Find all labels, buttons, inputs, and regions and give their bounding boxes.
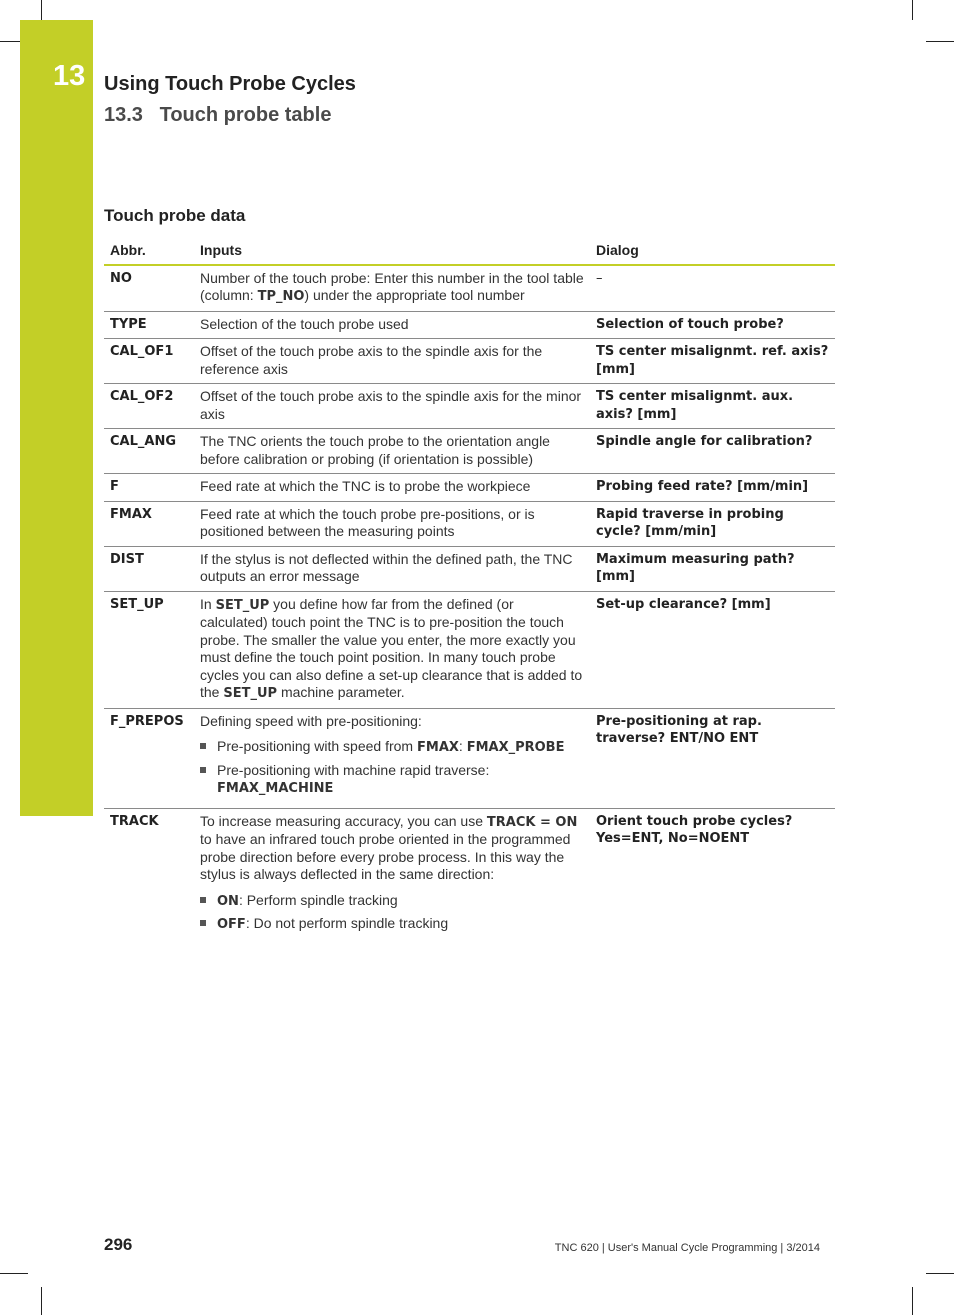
crop-mark xyxy=(912,1287,913,1315)
inputs-text: : Perform spindle tracking xyxy=(238,891,398,908)
column-header-abbr: Abbr. xyxy=(104,238,194,265)
inputs-text: ) under the appropriate tool number xyxy=(304,287,525,303)
inputs-cell xyxy=(194,265,590,312)
list-item xyxy=(200,762,584,798)
inputs-text: To increase measuring accuracy, you can use xyxy=(200,812,487,829)
abbr-cell: F xyxy=(104,474,194,502)
inputs-cell xyxy=(194,708,590,808)
inputs-text: In xyxy=(200,595,216,612)
keyword: TP_NO xyxy=(257,289,305,304)
inputs-cell: Feed rate at which the touch probe pre-positions, or is positioned between the measuring points xyxy=(194,501,590,546)
keyword: FMAX_MACHINE xyxy=(217,781,334,796)
inputs-cell: If the stylus is not deflected within the defined path, the TNC outputs an error message xyxy=(194,546,590,591)
abbr-cell: DIST xyxy=(104,546,194,591)
bullet-list xyxy=(200,738,584,798)
table-row xyxy=(104,429,835,474)
dialog-cell: Rapid traverse in probing cycle? [mm/min] xyxy=(590,501,835,546)
list-item xyxy=(200,915,584,934)
footer-text: TNC 620 | User's Manual Cycle Programming | 3/2014 xyxy=(554,1242,820,1254)
table-row xyxy=(104,546,835,591)
abbr-cell: NO xyxy=(104,265,194,312)
abbr-cell: CAL_ANG xyxy=(104,429,194,474)
inputs-text: Pre-positioning with speed from xyxy=(217,738,417,754)
dialog-cell: TS center misalignmt. ref. axis? [mm] xyxy=(590,339,835,384)
keyword: OFF xyxy=(217,917,246,932)
subheading: Touch probe data xyxy=(104,206,246,225)
table-row xyxy=(104,339,835,384)
crop-mark xyxy=(41,0,42,20)
chapter-tab xyxy=(20,20,93,816)
keyword: FMAX_PROBE xyxy=(466,740,565,755)
abbr-cell: TYPE xyxy=(104,311,194,339)
dialog-cell: – xyxy=(590,265,835,312)
list-item xyxy=(200,892,584,911)
bullet-square-icon xyxy=(200,743,206,749)
bullet-square-icon xyxy=(200,920,206,926)
crop-mark xyxy=(912,0,913,20)
inputs-cell xyxy=(194,808,590,944)
dialog-cell: Orient touch probe cycles? Yes=ENT, No=NOENT xyxy=(596,813,793,846)
table-row xyxy=(104,384,835,429)
table-header-row xyxy=(104,238,835,265)
inputs-cell: Offset of the touch probe axis to the spindle axis for the minor axis xyxy=(194,384,590,429)
inputs-cell: Feed rate at which the TNC is to probe the workpiece xyxy=(194,474,590,502)
inputs-text: you define how far from the defined (or calculated) touch point the TNC is to pre-position the touch probe. The smaller the value you enter, the more exactly you must define the touch point position. In many touch probe cycles you can also define a set-up clearance that is added to the xyxy=(200,595,583,700)
abbr-cell: TRACK xyxy=(110,813,159,829)
table-row xyxy=(104,474,835,502)
crop-mark xyxy=(926,41,954,42)
inputs-cell: The TNC orients the touch probe to the orientation angle before calibration or probing (if orientation is possible) xyxy=(194,429,590,474)
dialog-cell: Spindle angle for calibration? xyxy=(590,429,835,474)
inputs-text: : Do not perform spindle tracking xyxy=(245,915,449,931)
table-row xyxy=(104,708,835,808)
inputs-text: Defining speed with pre-positioning: xyxy=(200,712,422,729)
dialog-cell: Set-up clearance? [mm] xyxy=(590,591,835,708)
table-row xyxy=(104,501,835,546)
section-title: 13.3 Touch probe table xyxy=(104,104,332,126)
keyword: SET_UP xyxy=(223,686,278,701)
chapter-number: 13 xyxy=(53,60,86,92)
touch-probe-data-table xyxy=(104,238,835,944)
keyword: SET_UP xyxy=(215,597,270,613)
separator: : xyxy=(458,738,467,754)
page-number: 296 xyxy=(104,1235,133,1254)
crop-mark xyxy=(0,1273,28,1274)
inputs-cell: Selection of the touch probe used xyxy=(194,311,590,339)
inputs-text: to have an infrared touch probe oriented in the programmed probe direction before every probe process. In this way the stylus is always deflected in the same direction: xyxy=(200,831,571,882)
abbr-cell: CAL_OF2 xyxy=(104,384,194,429)
abbr-cell: SET_UP xyxy=(104,591,194,708)
bullet-list xyxy=(200,892,584,934)
inputs-paragraph xyxy=(200,813,584,884)
bullet-square-icon xyxy=(200,897,206,903)
inputs-cell xyxy=(194,591,590,708)
inputs-text: Number of the touch probe: Enter this number in the tool table (column: xyxy=(200,269,584,303)
chapter-title: Using Touch Probe Cycles xyxy=(104,73,356,95)
column-header-inputs: Inputs xyxy=(194,238,590,265)
crop-mark xyxy=(926,1273,954,1274)
dialog-cell: Pre-positioning at rap. traverse? ENT/NO ENT xyxy=(590,708,835,808)
dialog-cell: Selection of touch probe? xyxy=(590,311,835,339)
abbr-cell: F_PREPOS xyxy=(104,708,194,808)
inputs-text: machine parameter. xyxy=(277,684,405,700)
bullet-square-icon xyxy=(200,767,206,773)
inputs-cell: Offset of the touch probe axis to the spindle axis for the reference axis xyxy=(194,339,590,384)
keyword: ON xyxy=(217,893,239,909)
dialog-cell: Maximum measuring path? [mm] xyxy=(590,546,835,591)
dialog-cell: Probing feed rate? [mm/min] xyxy=(590,474,835,502)
crop-mark xyxy=(41,1287,42,1315)
inputs-text: Pre-positioning with machine rapid traverse: xyxy=(217,761,490,778)
abbr-cell: FMAX xyxy=(104,501,194,546)
crop-mark xyxy=(0,41,20,42)
table-row xyxy=(104,808,835,944)
table-row xyxy=(104,311,835,339)
list-item xyxy=(200,738,584,757)
dialog-cell: TS center misalignmt. aux. axis? [mm] xyxy=(590,384,835,429)
keyword: TRACK = ON xyxy=(486,814,578,830)
abbr-cell: CAL_OF1 xyxy=(104,339,194,384)
column-header-dialog: Dialog xyxy=(590,238,835,265)
keyword: FMAX xyxy=(417,740,459,755)
table-row xyxy=(104,591,835,708)
table-row xyxy=(104,265,835,312)
